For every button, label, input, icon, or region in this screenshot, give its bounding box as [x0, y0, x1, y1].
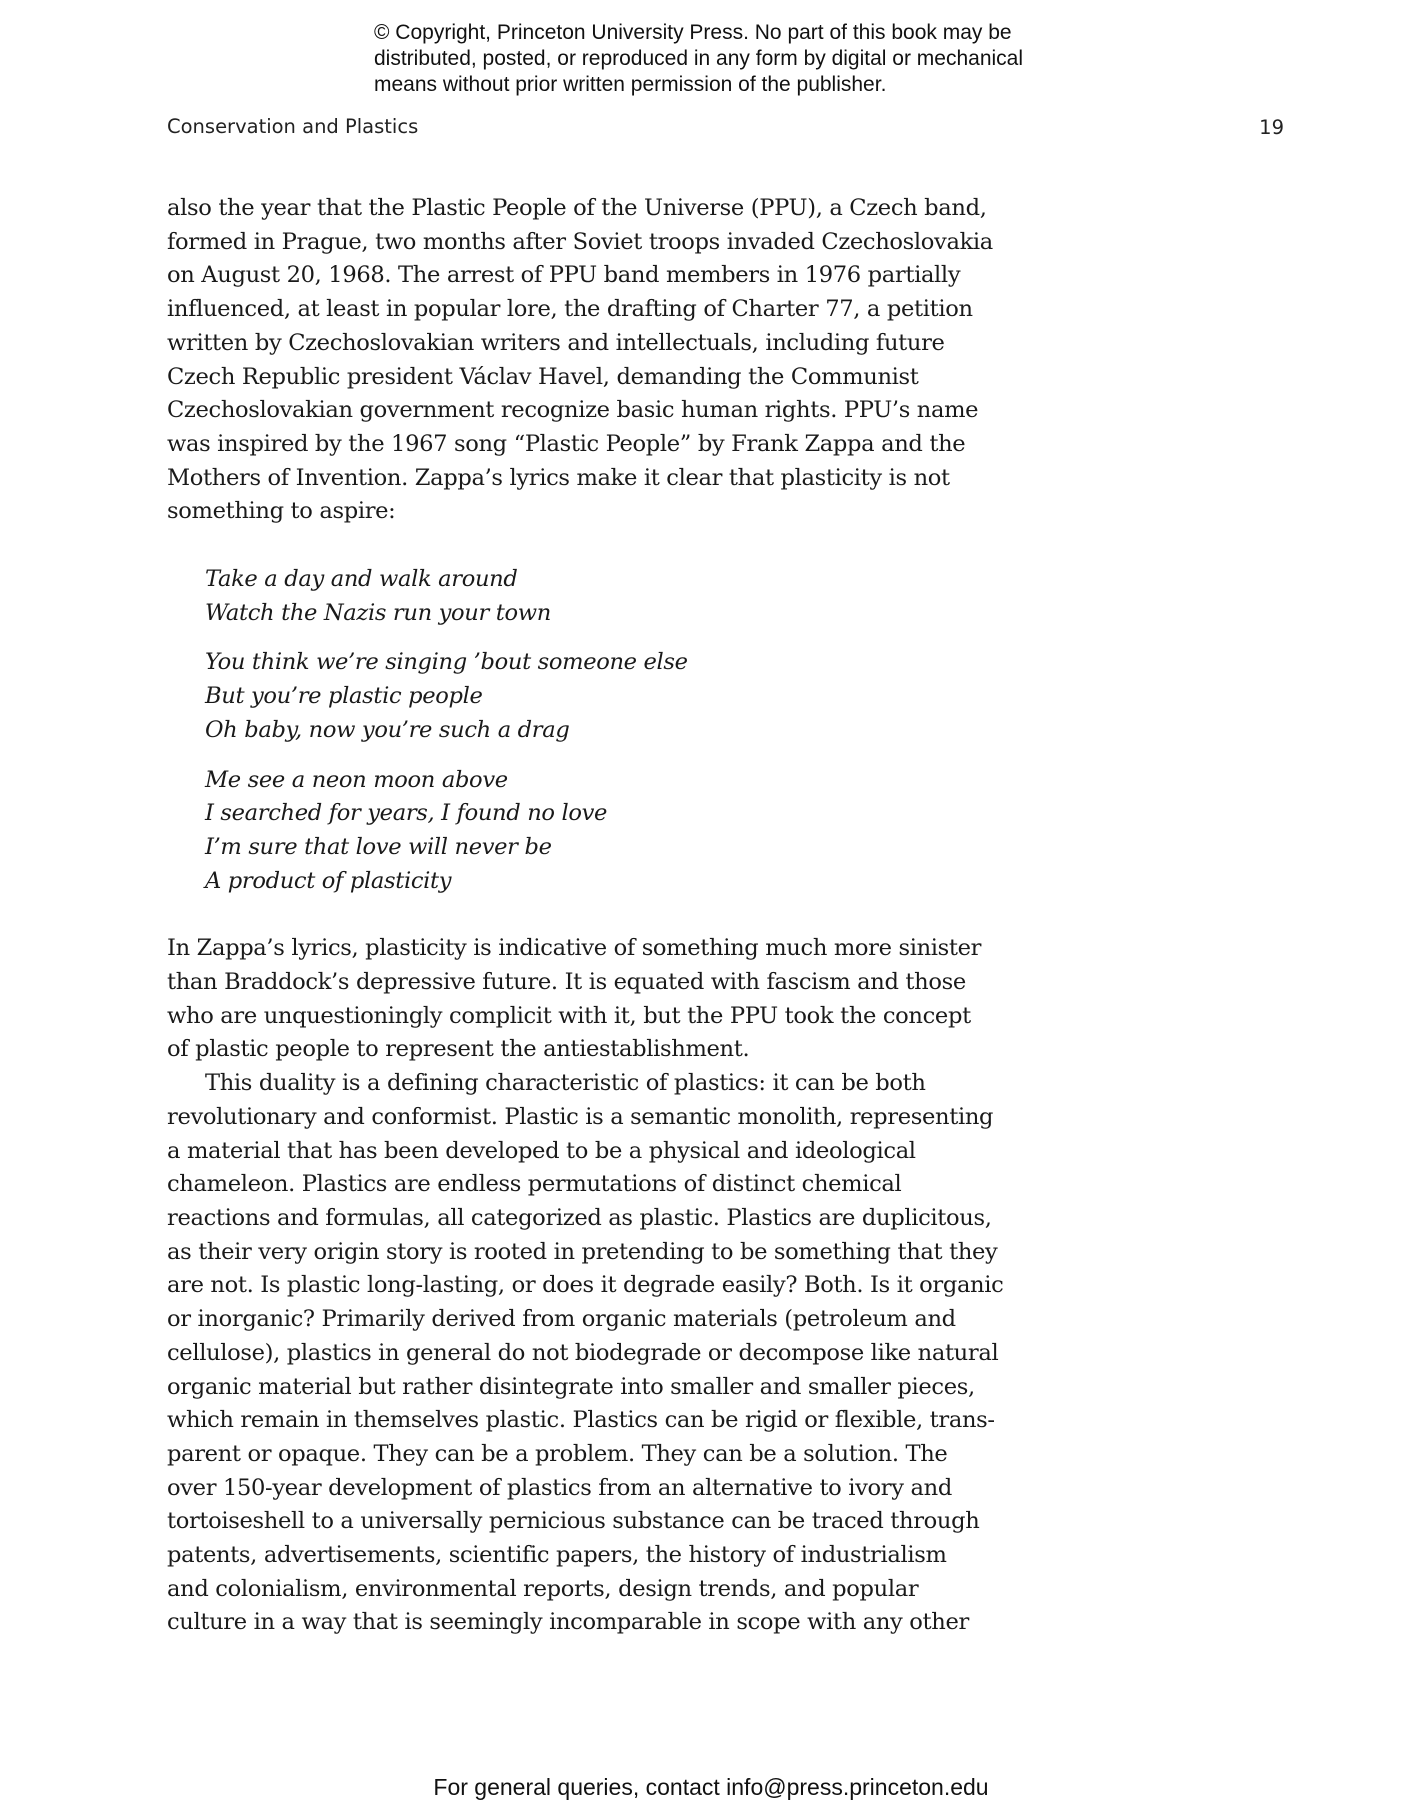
text-line: revolutionary and conformist. Plastic is a semantic monolith, representing: [167, 1103, 994, 1130]
text-line: reactions and formulas, all categorized as plastic. Plastics are duplicitous,: [167, 1204, 992, 1231]
text-line: was inspired by the 1967 song “Plastic People” by Frank Zappa and the: [167, 430, 966, 457]
paragraph-2: [167, 932, 1047, 1067]
paragraph-3: [167, 1067, 1047, 1640]
text-line: and colonialism, environmental reports, design trends, and popular: [167, 1575, 919, 1602]
text-line: over 150-year development of plastics from an alternative to ivory and: [167, 1474, 952, 1501]
text-line: formed in Prague, two months after Soviet troops invaded Czechoslovakia: [167, 228, 993, 255]
stanza: [205, 563, 1047, 630]
paragraph-1: [167, 192, 1047, 529]
running-head: Conservation and Plastics: [167, 115, 419, 138]
footer-contact: [0, 1774, 1418, 1801]
text-line: of plastic people to represent the antiestablishment.: [167, 1036, 750, 1063]
text-line: which remain in themselves plastic. Plastics can be rigid or flexible, trans-: [167, 1407, 995, 1434]
text-line: parent or opaque. They can be a problem. They can be a solution. The: [167, 1440, 948, 1467]
stanza: [205, 646, 1047, 747]
verse-line: Oh baby, now you’re such a drag: [205, 716, 570, 743]
page-number: 19: [1259, 116, 1284, 139]
verse-line: A product of plasticity: [205, 867, 452, 894]
text-line: This duality is a defining characteristic of plastics: it can be both: [205, 1070, 926, 1097]
text-line: who are unquestioningly complicit with it, but the PPU took the concept: [167, 1002, 971, 1029]
footer-text: For general queries, contact info@press.princeton.edu: [433, 1774, 989, 1800]
text-line: culture in a way that is seemingly incomparable in scope with any other: [167, 1609, 969, 1636]
copyright-notice: [374, 20, 1134, 98]
text-line: also the year that the Plastic People of the Universe (PPU), a Czech band,: [167, 195, 987, 221]
verse-line: Me see a neon moon above: [205, 766, 508, 793]
body-text: [167, 192, 1047, 1640]
verse-line: You think we’re singing ’bout someone else: [205, 649, 688, 676]
text-line: Czech Republic president Václav Havel, demanding the Communist: [167, 363, 919, 390]
copyright-line: means without prior written permission of the publisher.: [374, 73, 887, 96]
stanza: [205, 764, 1047, 899]
text-line: tortoiseshell to a universally pernicious substance can be traced through: [167, 1508, 980, 1535]
text-line: organic material but rather disintegrate into smaller and smaller pieces,: [167, 1373, 975, 1400]
copyright-line: © Copyright, Princeton University Press. No part of this book may be: [374, 21, 1012, 44]
verse-line: I searched for years, I found no love: [205, 800, 608, 827]
verse-line: Watch the Nazis run your town: [205, 599, 551, 626]
text-line: chameleon. Plastics are endless permutations of distinct chemical: [167, 1171, 902, 1198]
text-line: cellulose), plastics in general do not biodegrade or decompose like natural: [167, 1339, 999, 1366]
text-line: or inorganic? Primarily derived from organic materials (petroleum and: [167, 1306, 956, 1333]
text-line: In Zappa’s lyrics, plasticity is indicative of something much more sinister: [167, 935, 982, 962]
copyright-line: distributed, posted, or reproduced in any form by digital or mechanical: [374, 47, 1024, 70]
text-line: on August 20, 1968. The arrest of PPU band members in 1976 partially: [167, 262, 961, 289]
verse-line: Take a day and walk around: [205, 566, 518, 593]
lyrics-block: [205, 563, 1047, 898]
text-line: Czechoslovakian government recognize basic human rights. PPU’s name: [167, 397, 979, 424]
text-line: something to aspire:: [167, 498, 396, 525]
verse-line: But you’re plastic people: [205, 683, 483, 710]
text-line: than Braddock’s depressive future. It is equated with fascism and those: [167, 969, 966, 996]
text-line: as their very origin story is rooted in pretending to be something that they: [167, 1238, 998, 1265]
text-line: patents, advertisements, scientific papers, the history of industrialism: [167, 1542, 947, 1569]
text-line: written by Czechoslovakian writers and intellectuals, including future: [167, 329, 945, 356]
text-line: are not. Is plastic long-lasting, or does it degrade easily? Both. Is it organic: [167, 1272, 1004, 1299]
text-line: influenced, at least in popular lore, the drafting of Charter 77, a petition: [167, 296, 973, 323]
text-line: Mothers of Invention. Zappa’s lyrics make it clear that plasticity is not: [167, 464, 950, 491]
text-line: a material that has been developed to be a physical and ideological: [167, 1137, 916, 1164]
verse-line: I’m sure that love will never be: [205, 833, 552, 860]
